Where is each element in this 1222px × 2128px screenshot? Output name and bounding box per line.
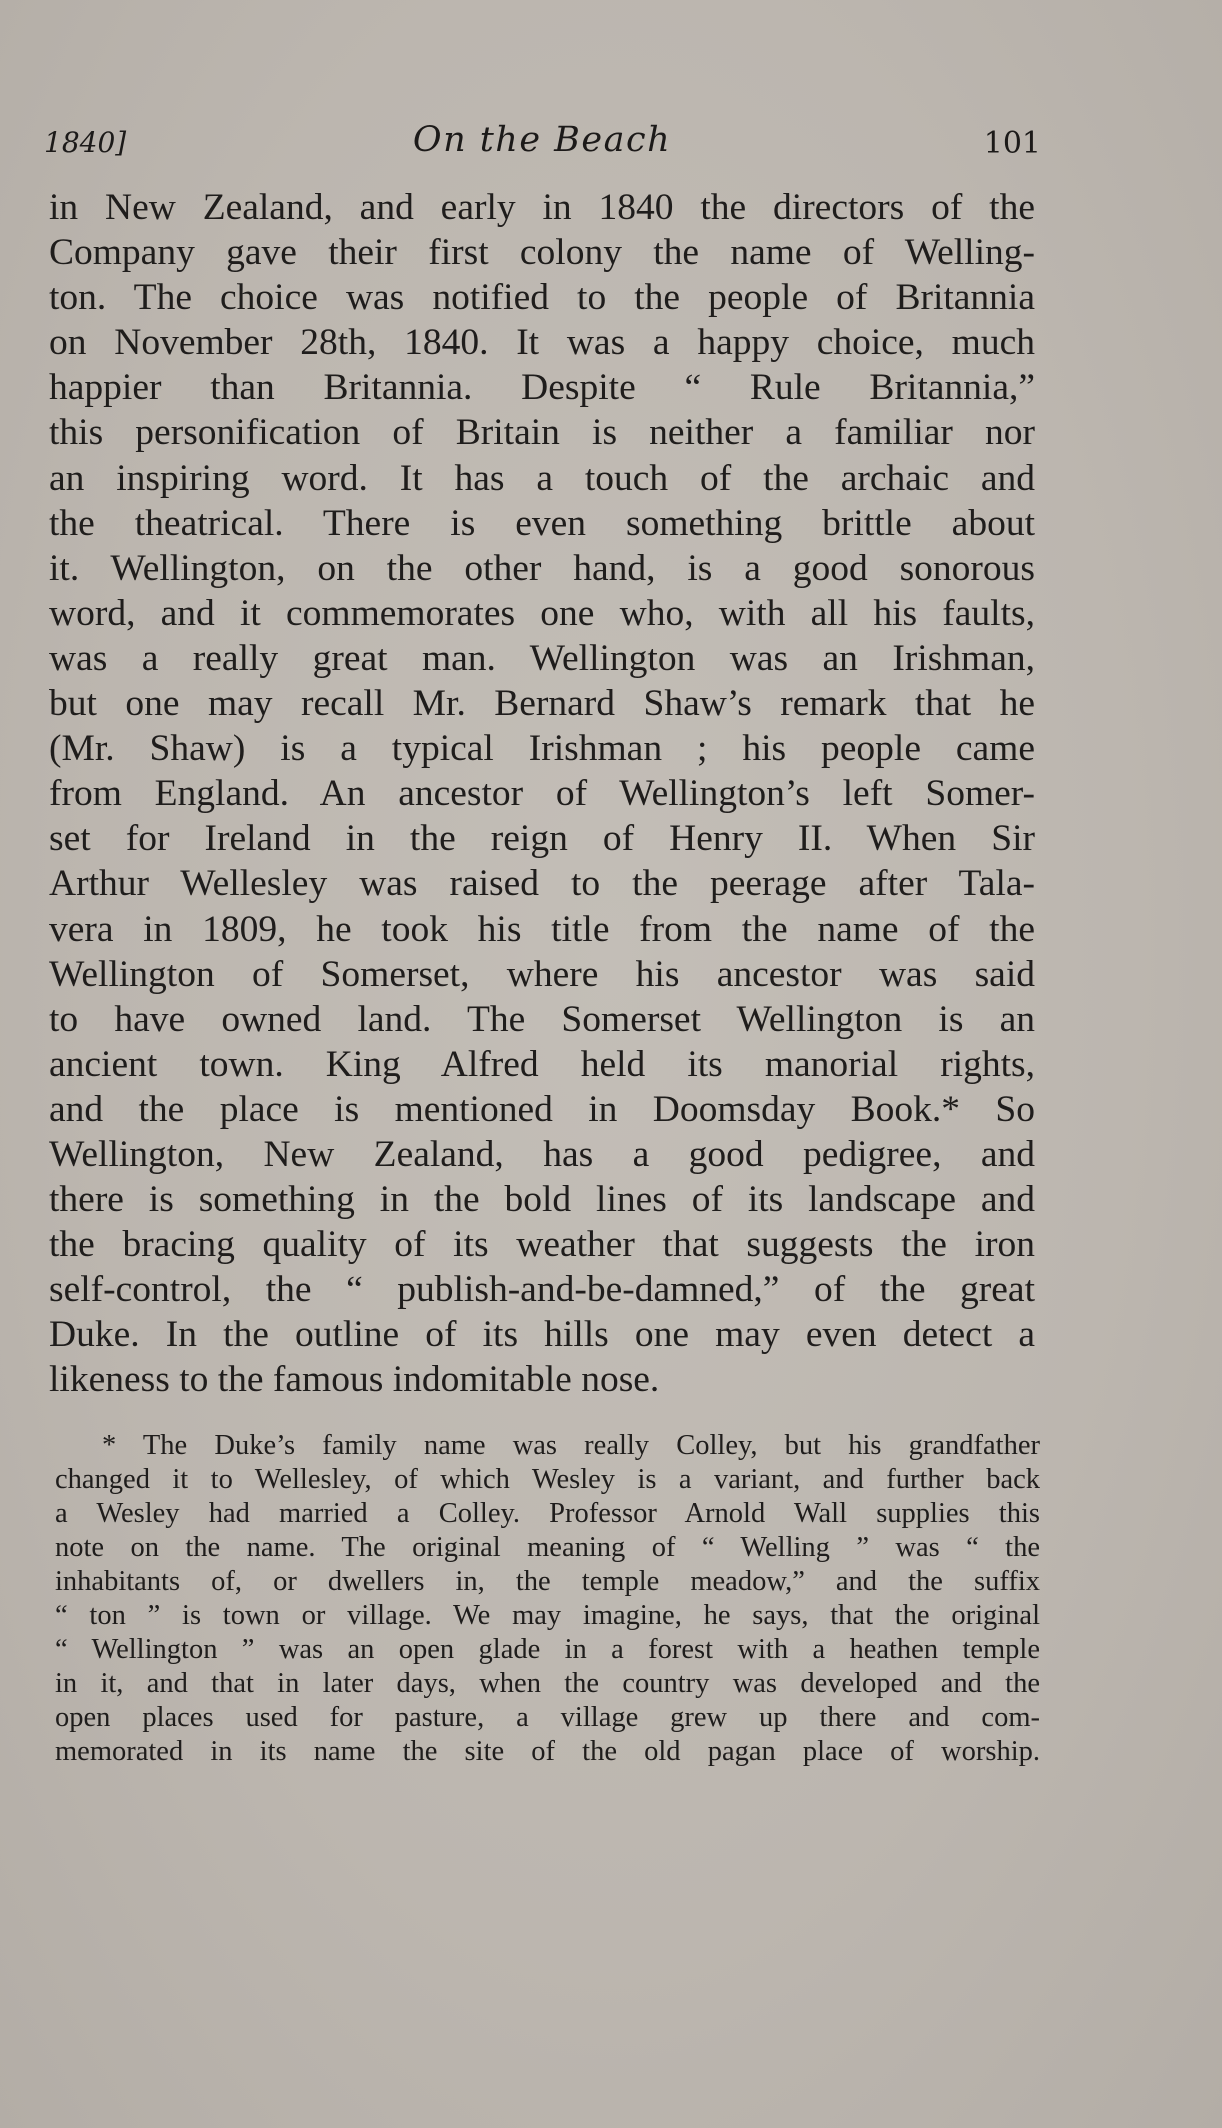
body-line: there is something in the bold lines of its landscape and: [49, 1179, 1035, 1221]
body-line: to have owned land. The Somerset Wellington is an: [49, 998, 1035, 1040]
footnote: [55, 1429, 1040, 1769]
page-number: 101: [983, 126, 1041, 161]
body-line: (Mr. Shaw) is a typical Irishman ; his people came: [49, 728, 1035, 770]
body-line: ancient town. King Alfred held its manorial rights,: [49, 1043, 1035, 1085]
body-line: happier than Britannia. Despite “ Rule Britannia,”: [49, 367, 1035, 409]
body-line: in New Zealand, and early in 1840 the directors of the: [49, 187, 1035, 228]
body-text: [49, 185, 1035, 1403]
body-line: Company gave their first colony the name of Welling-: [49, 232, 1035, 274]
header-date: 1840]: [44, 126, 127, 159]
body-line: on November 28th, 1840. It was a happy choice, much: [49, 322, 1035, 364]
body-line: word, and it commemorates one who, with all his faults,: [49, 592, 1035, 634]
footnote-line: inhabitants of, or dwellers in, the temple meadow,” and the suffix: [55, 1566, 1040, 1597]
footnote-line: open places used for pasture, a village grew up there and com-: [55, 1702, 1040, 1733]
body-line: an inspiring word. It has a touch of the archaic and: [49, 457, 1035, 499]
footnote-line: “ Wellington ” was an open glade in a forest with a heathen temple: [55, 1634, 1040, 1665]
body-line: this personification of Britain is neither a familiar nor: [49, 412, 1035, 454]
body-line: but one may recall Mr. Bernard Shaw’s remark that he: [49, 683, 1035, 725]
footnote-line: note on the name. The original meaning of “ Welling ” was “ the: [55, 1532, 1040, 1563]
body-line: Wellington of Somerset, where his ancestor was said: [49, 953, 1035, 995]
footnote-line: a Wesley had married a Colley. Professor Arnold Wall supplies this: [55, 1498, 1040, 1529]
body-line: was a really great man. Wellington was an Irishman,: [49, 637, 1035, 679]
footnote-line: memorated in its name the site of the old pagan place of worship.: [55, 1736, 1040, 1767]
footnote-line: “ ton ” is town or village. We may imagine, he says, that the original: [55, 1600, 1040, 1631]
body-line: it. Wellington, on the other hand, is a good sonorous: [49, 547, 1035, 589]
footnote-line: * The Duke’s family name was really Colley, but his grandfather: [102, 1430, 1040, 1461]
body-line: Arthur Wellesley was raised to the peerage after Tala-: [49, 863, 1035, 905]
footnote-line: in it, and that in later days, when the country was developed and the: [55, 1668, 1040, 1699]
body-line: Duke. In the outline of its hills one may even detect a: [49, 1314, 1035, 1356]
running-header: [44, 120, 1040, 164]
body-line: and the place is mentioned in Doomsday Book.* So: [49, 1088, 1035, 1130]
body-line: Wellington, New Zealand, has a good pedigree, and: [49, 1133, 1035, 1175]
body-line: ton. The choice was notified to the people of Britannia: [49, 277, 1035, 319]
body-line: self-control, the “ publish-and-be-damned,” of the great: [49, 1269, 1035, 1311]
body-line: the theatrical. There is even something brittle about: [49, 502, 1035, 544]
body-line: vera in 1809, he took his title from the name of the: [49, 908, 1035, 950]
body-line: from England. An ancestor of Wellington’s left Somer-: [49, 773, 1035, 815]
body-line: likeness to the famous indomitable nose.: [49, 1359, 660, 1401]
body-line: the bracing quality of its weather that suggests the iron: [49, 1224, 1035, 1266]
footnote-line: changed it to Wellesley, of which Wesley is a variant, and further back: [55, 1464, 1040, 1495]
header-title: On the Beach: [412, 120, 672, 160]
body-line: set for Ireland in the reign of Henry II. When Sir: [49, 818, 1035, 860]
